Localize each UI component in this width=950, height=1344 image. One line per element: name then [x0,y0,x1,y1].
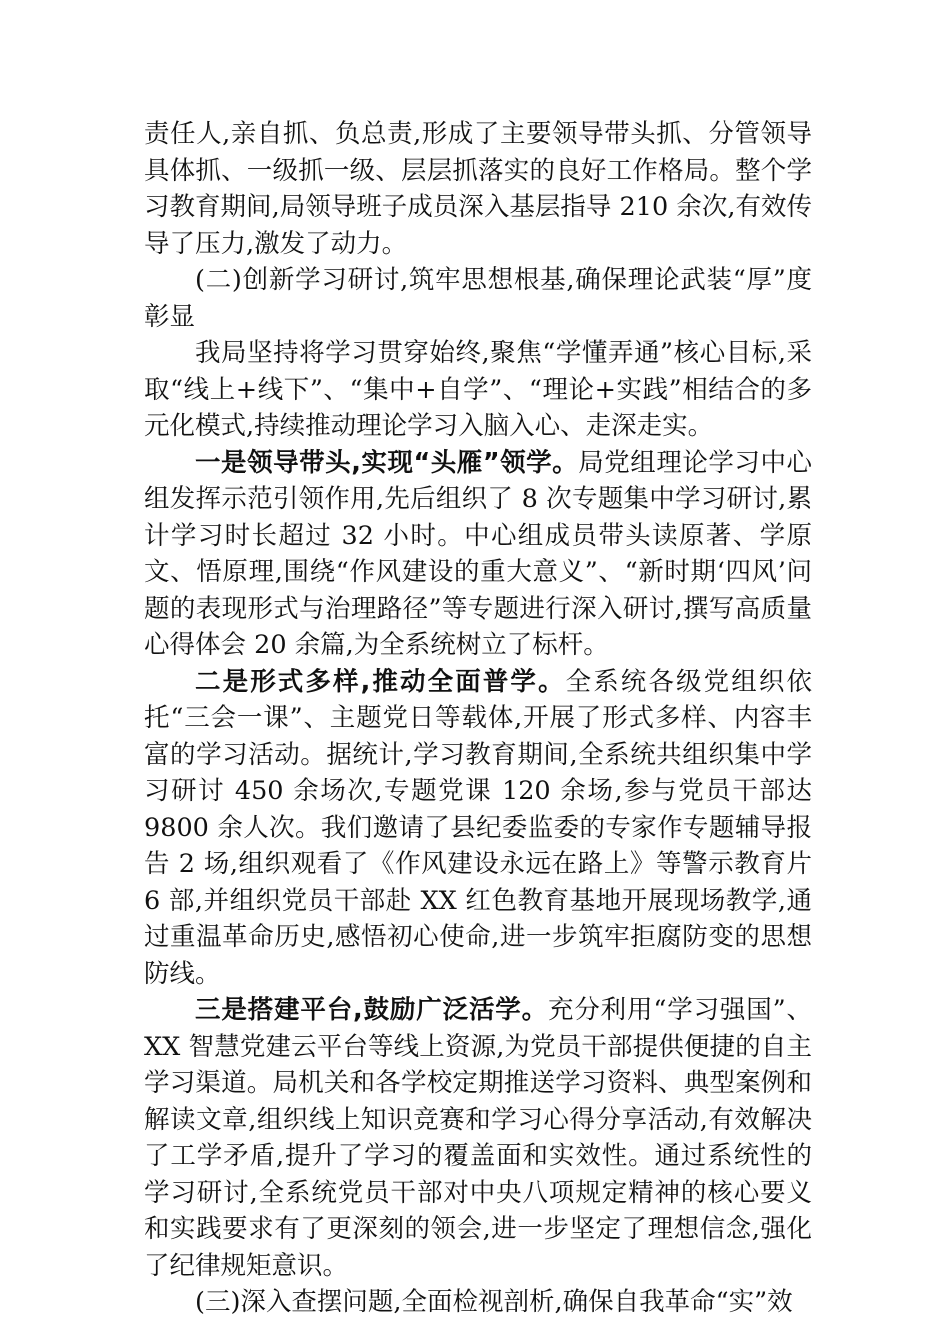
section-heading-text: (二)创新学习研讨,筑牢思想根基,确保理论武装“厚”度彰显 [144,265,812,332]
paragraph-text: 全系统各级党组织依托“三会一课”、主题党日等载体,开展了形式多样、内容丰富的学习活动。据统计,学习教育期间,全系统共组织集中学习研讨 450 余场次,专题党课 120 余场,参与党员干部达 9800 余人次。我们邀请了县纪委监委的专家作专题辅导报告 2 场,组织观看了《作风建设永远在路上》等警示教育片 6 部,并组织党员干部赴 XX 红色教育基地开展现场教学,通过重温革命历史,感悟初心使命,进一步筑牢拒腐防变的思想防线。 [144,666,812,989]
paragraph-continuation [144,116,812,262]
paragraph-point-1 [144,445,812,664]
paragraph-text: 充分利用“学习强国”、XX 智慧党建云平台等线上资源,为党员干部提供便捷的自主学习渠道。局机关和各学校定期推送学习资料、典型案例和解读文章,组织线上知识竞赛和学习心得分享活动,有效解决了工学矛盾,提升了学习的覆盖面和实效性。通过系统性的学习研讨,全系统党员干部对中央八项规定精神的核心要义和实践要求有了更深刻的领会,进一步坚定了理想信念,强化了纪律规矩意识。 [144,995,812,1281]
document-page [144,116,812,1321]
paragraph-point-2 [144,664,812,993]
section-heading-2 [144,262,812,335]
section-heading-3 [144,1284,812,1321]
section-heading-text: (三)深入查摆问题,全面检视剖析,确保自我革命“实”效 [195,1287,793,1317]
paragraph-lead-bold: 三是搭建平台,鼓励广泛活学。 [195,995,548,1025]
paragraph-lead-bold: 二是形式多样,推动全面普学。 [195,666,566,697]
paragraph-text: 责任人,亲自抓、负总责,形成了主要领导带头抓、分管领导具体抓、一级抓一级、层层抓落实的良好工作格局。整个学习教育期间,局领导班子成员深入基层指导 210 余次,有效传导了压力,激发了动力。 [144,119,812,259]
paragraph-point-3 [144,992,812,1284]
paragraph-text: 我局坚持将学习贯穿始终,聚焦“学懂弄通”核心目标,采取“线上+线下”、“集中+自学”、“理论+实践”相结合的多元化模式,持续推动理论学习入脑入心、走深走实。 [144,338,812,441]
paragraph-intro [144,335,812,445]
paragraph-lead-bold: 一是领导带头,实现“头雁”领学。 [195,447,579,478]
paragraph-text: 局党组理论学习中心组发挥示范引领作用,先后组织了 8 次专题集中学习研讨,累计学习时长超过 32 小时。中心组成员带头读原著、学原文、悟原理,围绕“作风建设的重大意义”、“新时期‘四风’问题的表现形式与治理路径”等专题进行深入研讨,撰写高质量心得体会 20 余篇,为全系统树立了标杆。 [144,447,812,660]
